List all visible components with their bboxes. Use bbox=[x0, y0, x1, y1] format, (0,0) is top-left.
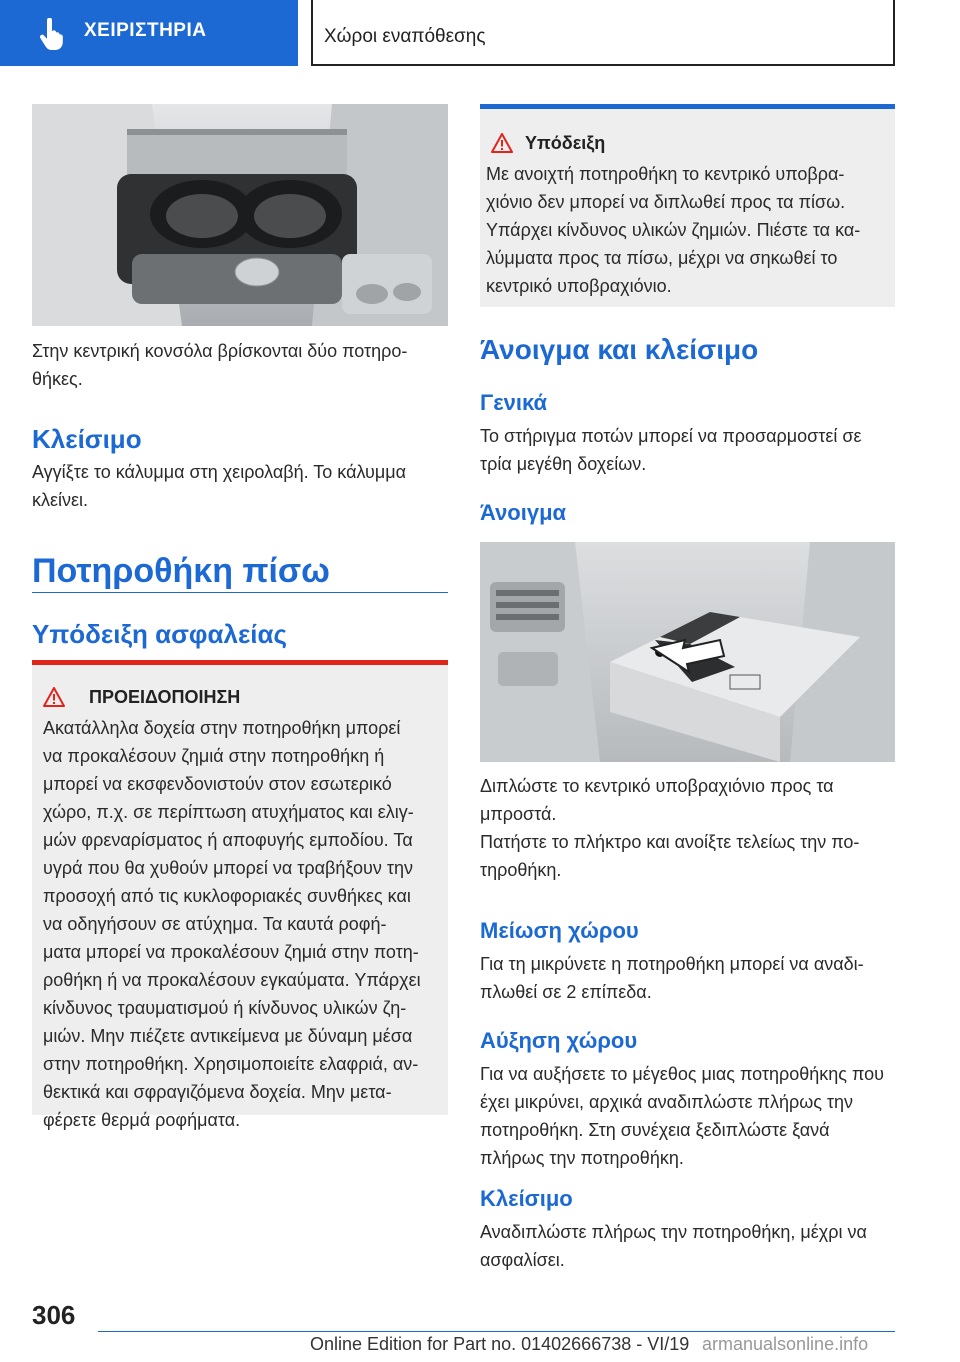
warning-line: μών φρεναρίσματος ή αποφυγής εμποδίου. Τα bbox=[43, 830, 413, 850]
opening-heading: Άνοιγμα bbox=[480, 500, 567, 525]
warning-line: ματα μπορεί να προκαλέσουν ζημιά στην ποτη- bbox=[43, 942, 419, 962]
hand-pointer-icon bbox=[38, 18, 64, 50]
safety-heading: Υπόδειξη ασφαλείας bbox=[32, 619, 288, 649]
note-box bbox=[480, 109, 895, 307]
header-section-tab bbox=[0, 0, 298, 66]
warning-line: υγρά που θα χυθούν μπορεί να τραβήξουν την bbox=[43, 858, 413, 878]
warning-line: κίνδυνος τραυματισμού ή κίνδυνος υλικών ζη- bbox=[43, 998, 407, 1018]
warning-line: μιών. Μην πιέζετε αντικείμενα με δύναμη μέσα bbox=[43, 1026, 413, 1046]
warning-line: προσοχή από τις κυκλοφοριακές συνθήκες και bbox=[43, 886, 411, 906]
note-line: λύμματα προς τα πίσω, μέχρι να σηκωθεί το bbox=[486, 248, 838, 268]
warning-title: ΠΡΟΕΙΔΟΠΟΙΗΣΗ bbox=[89, 687, 241, 707]
console-cupholder-image bbox=[32, 104, 448, 326]
warning-line: στην ποτηροθήκη. Χρησιμοποιείτε ελαφριά, αν- bbox=[43, 1054, 419, 1074]
step2-text: Πατήστε το πλήκτρο και ανοίξτε τελείως την πο-τηροθήκη. bbox=[480, 832, 860, 880]
section-rule bbox=[32, 592, 448, 593]
warning-box bbox=[32, 665, 448, 1130]
warning-line: να προκαλέσουν ζημιά στην ποτηροθήκη ή bbox=[43, 746, 385, 766]
closing-text: Αγγίξτε το κάλυμμα στη χειρολαβή. Το κάλυμμα κλείνει. bbox=[32, 462, 407, 510]
warning-line: Ακατάλληλα δοχεία στην ποτηροθήκη μπορεί bbox=[43, 718, 401, 738]
header-divider bbox=[311, 0, 313, 66]
open-close-heading: Άνοιγμα και κλείσιμο bbox=[480, 334, 759, 365]
note-line: Με ανοιχτή ποτηροθήκη το κεντρικό υποβρα- bbox=[486, 164, 845, 184]
warning-line: ροθήκη ή να προκαλέσουν εγκαύματα. Υπάρχει bbox=[43, 970, 421, 990]
footer-edition: Online Edition for Part no. 01402666738 - VI/19 bbox=[310, 1334, 690, 1354]
section-heading: Ποτηροθήκη πίσω bbox=[32, 552, 330, 590]
rear-armrest-image bbox=[480, 542, 895, 762]
caution-triangle-icon bbox=[491, 133, 513, 153]
general-text: Το στήριγμα ποτών μπορεί να προσαρμοστεί σε τρία μεγέθη δοχείων. bbox=[480, 426, 862, 474]
page-number: 306 bbox=[32, 1300, 76, 1330]
close-text: Αναδιπλώστε πλήρως την ποτηροθήκη, μέχρι να ασφαλίσει. bbox=[480, 1222, 867, 1270]
reduce-text: Για τη μικρύνετε η ποτηροθήκη μπορεί να αναδι-πλωθεί σε 2 επίπεδα. bbox=[480, 954, 864, 1002]
general-heading: Γενικά bbox=[480, 390, 548, 415]
warning-text bbox=[43, 714, 421, 1134]
note-text bbox=[486, 160, 860, 300]
warning-line: μπορεί να εκσφενδονιστούν στον εσωτερικό bbox=[43, 774, 392, 794]
close-heading: Κλείσιμο bbox=[480, 1186, 573, 1211]
console-caption: Στην κεντρική κονσόλα βρίσκονται δύο ποτηρο-θήκες. bbox=[32, 341, 408, 389]
header-underline bbox=[311, 64, 895, 66]
warning-line: φέρετε θερμά ροφήματα. bbox=[43, 1110, 241, 1130]
step1-text: Διπλώστε το κεντρικό υποβραχιόνιο προς τα μπροστά. bbox=[480, 776, 834, 824]
note-line: χιόνιο δεν μπορεί να διπλωθεί προς τα πίσω. bbox=[486, 192, 846, 212]
warning-line: θεκτικά και σφραγιζόμενα δοχεία. Μην μετα- bbox=[43, 1082, 392, 1102]
closing-heading: Κλείσιμο bbox=[32, 424, 142, 454]
header-title: Χώροι εναπόθεσης bbox=[324, 26, 486, 47]
footer-rule bbox=[98, 1331, 895, 1332]
warning-line: χώρο, π.χ. σε περίπτωση ατυχήματος και ελιγ- bbox=[43, 802, 414, 822]
note-title: Υπόδειξη bbox=[525, 133, 606, 153]
header-right-border bbox=[893, 0, 895, 66]
footer-watermark: armanualsonline.info bbox=[702, 1334, 869, 1354]
reduce-heading: Μείωση χώρου bbox=[480, 918, 639, 943]
note-line: κεντρικό υποβραχιόνιο. bbox=[486, 276, 672, 296]
header-section-label: ΧΕΙΡΙΣΤΗΡΙΑ bbox=[84, 20, 207, 41]
enlarge-heading: Αύξηση χώρου bbox=[480, 1028, 638, 1053]
warning-triangle-icon bbox=[43, 687, 65, 707]
enlarge-text: Για να αυξήσετε το μέγεθος μιας ποτηροθήκης που έχει μικρύνει, αρχικά αναδιπλώστε πλήρως την ποτηροθήκη. Στη συνέχεια ξεδιπλώστε ξανά πλήρως την ποτηροθήκη. bbox=[480, 1064, 884, 1168]
note-line: Υπάρχει κίνδυνος υλικών ζημιών. Πιέστε τα κα- bbox=[486, 220, 861, 240]
warning-line: να οδηγήσουν σε ατύχημα. Τα καυτά ροφή- bbox=[43, 914, 387, 934]
